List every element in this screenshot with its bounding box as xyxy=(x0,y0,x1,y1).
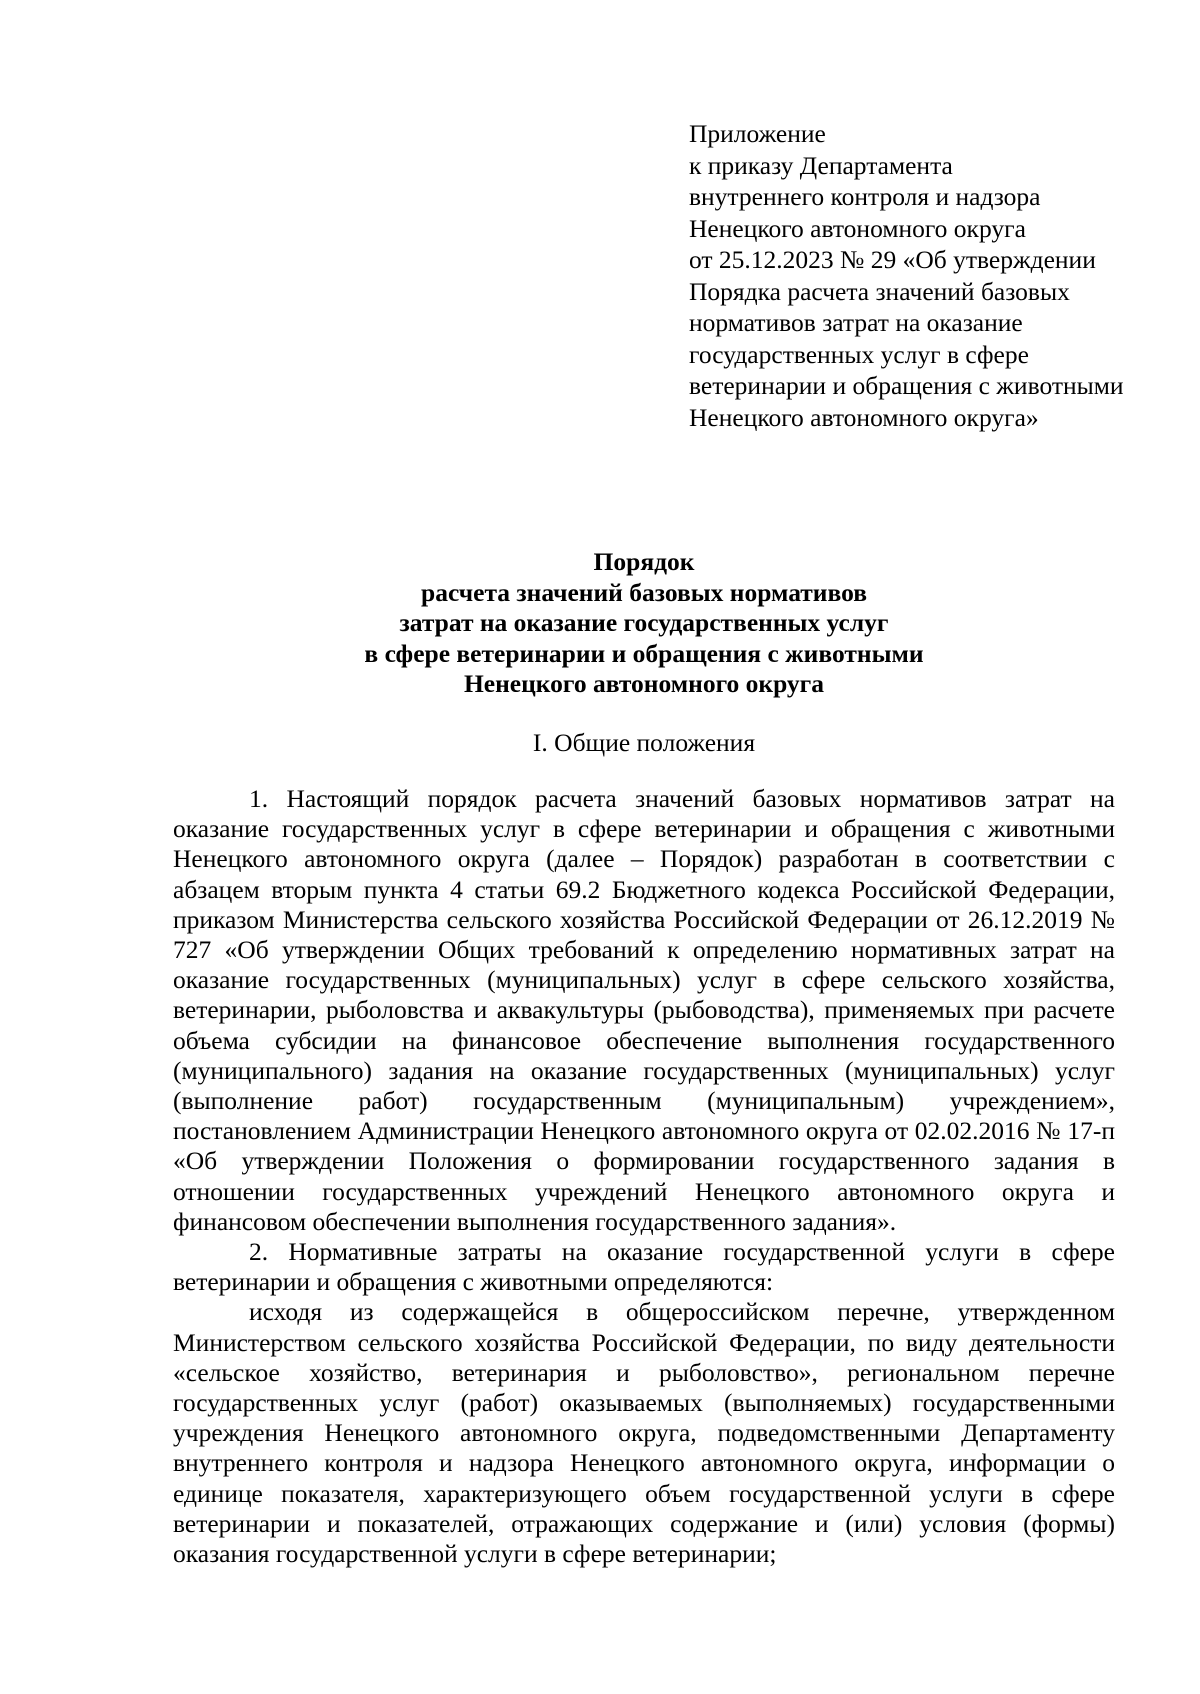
title-line: Порядок xyxy=(593,547,695,576)
appendix-block xyxy=(689,118,1169,433)
appendix-line: от 25.12.2023 № 29 «Об утверждении xyxy=(689,245,1096,274)
appendix-line: Порядка расчета значений базовых xyxy=(689,276,1070,306)
title-line: в сфере ветеринарии и обращения с животными xyxy=(364,638,924,668)
title-line: затрат на оказание государственных услуг xyxy=(399,608,889,637)
title-line: Ненецкого автономного округа xyxy=(463,669,825,698)
section-heading: I. Общие положения xyxy=(532,728,756,757)
appendix-line: ветеринарии и обращения с животными xyxy=(689,371,1124,400)
appendix-line: Ненецкого автономного округа xyxy=(689,213,1026,243)
paragraph: 2. Нормативные затраты на оказание государственной услуги в сфере ветеринарии и обращения с животными определяются: xyxy=(173,1237,1115,1297)
appendix-line: Приложение xyxy=(689,119,826,148)
appendix-line: к приказу Департамента xyxy=(689,150,953,180)
appendix-line: внутреннего контроля и надзора xyxy=(689,182,1041,211)
document-title xyxy=(170,547,1118,700)
body-text xyxy=(173,784,1115,1569)
appendix-line: Ненецкого автономного округа» xyxy=(689,402,1039,432)
title-line: расчета значений базовых нормативов xyxy=(421,577,867,607)
appendix-line: государственных услуг в сфере xyxy=(689,339,1029,369)
paragraph: исходя из содержащейся в общероссийском перечне, утвержденном Министерством сельского хозяйства Российской Федерации, по виду деятельности «сельское хозяйство, ветеринария и рыболовство», региональном перечне государственных услуг (работ) оказываемых (выполняемых) государственными учреждения Ненецкого автономного округа, подведомственными Департаменту внутреннего контроля и надзора Ненецкого автономного округа, информации о единице показателя, характеризующего объем государственной услуги в сфере ветеринарии и показателей, отражающих содержание и (или) условия (формы) оказания государственной услуги в сфере ветеринарии; xyxy=(173,1297,1115,1569)
paragraph: 1. Настоящий порядок расчета значений базовых нормативов затрат на оказание государственных услуг в сфере ветеринарии и обращения с животными Ненецкого автономного округа (далее – Порядок) разработан в соответствии с абзацем вторым пункта 4 статьи 69.2 Бюджетного кодекса Российской Федерации, приказом Министерства сельского хозяйства Российской Федерации от 26.12.2019 № 727 «Об утверждении Общих требований к определению нормативных затрат на оказание государственных (муниципальных) услуг в сфере сельского хозяйства, ветеринарии, рыболовства и аквакультуры (рыбоводства), применяемых при расчете объема субсидии на финансовое обеспечение выполнения государственного (муниципального) задания на оказание государственных (муниципальных) услуг (выполнение работ) государственным (муниципальным) учреждением», постановлением Администрации Ненецкого автономного округа от 02.02.2016 № 17-п «Об утверждении Положения о формировании государственного задания в отношении государственных учреждений Ненецкого автономного округа и финансовом обеспечении выполнения государственного задания». xyxy=(173,784,1115,1236)
appendix-line: нормативов затрат на оказание xyxy=(689,308,1023,337)
